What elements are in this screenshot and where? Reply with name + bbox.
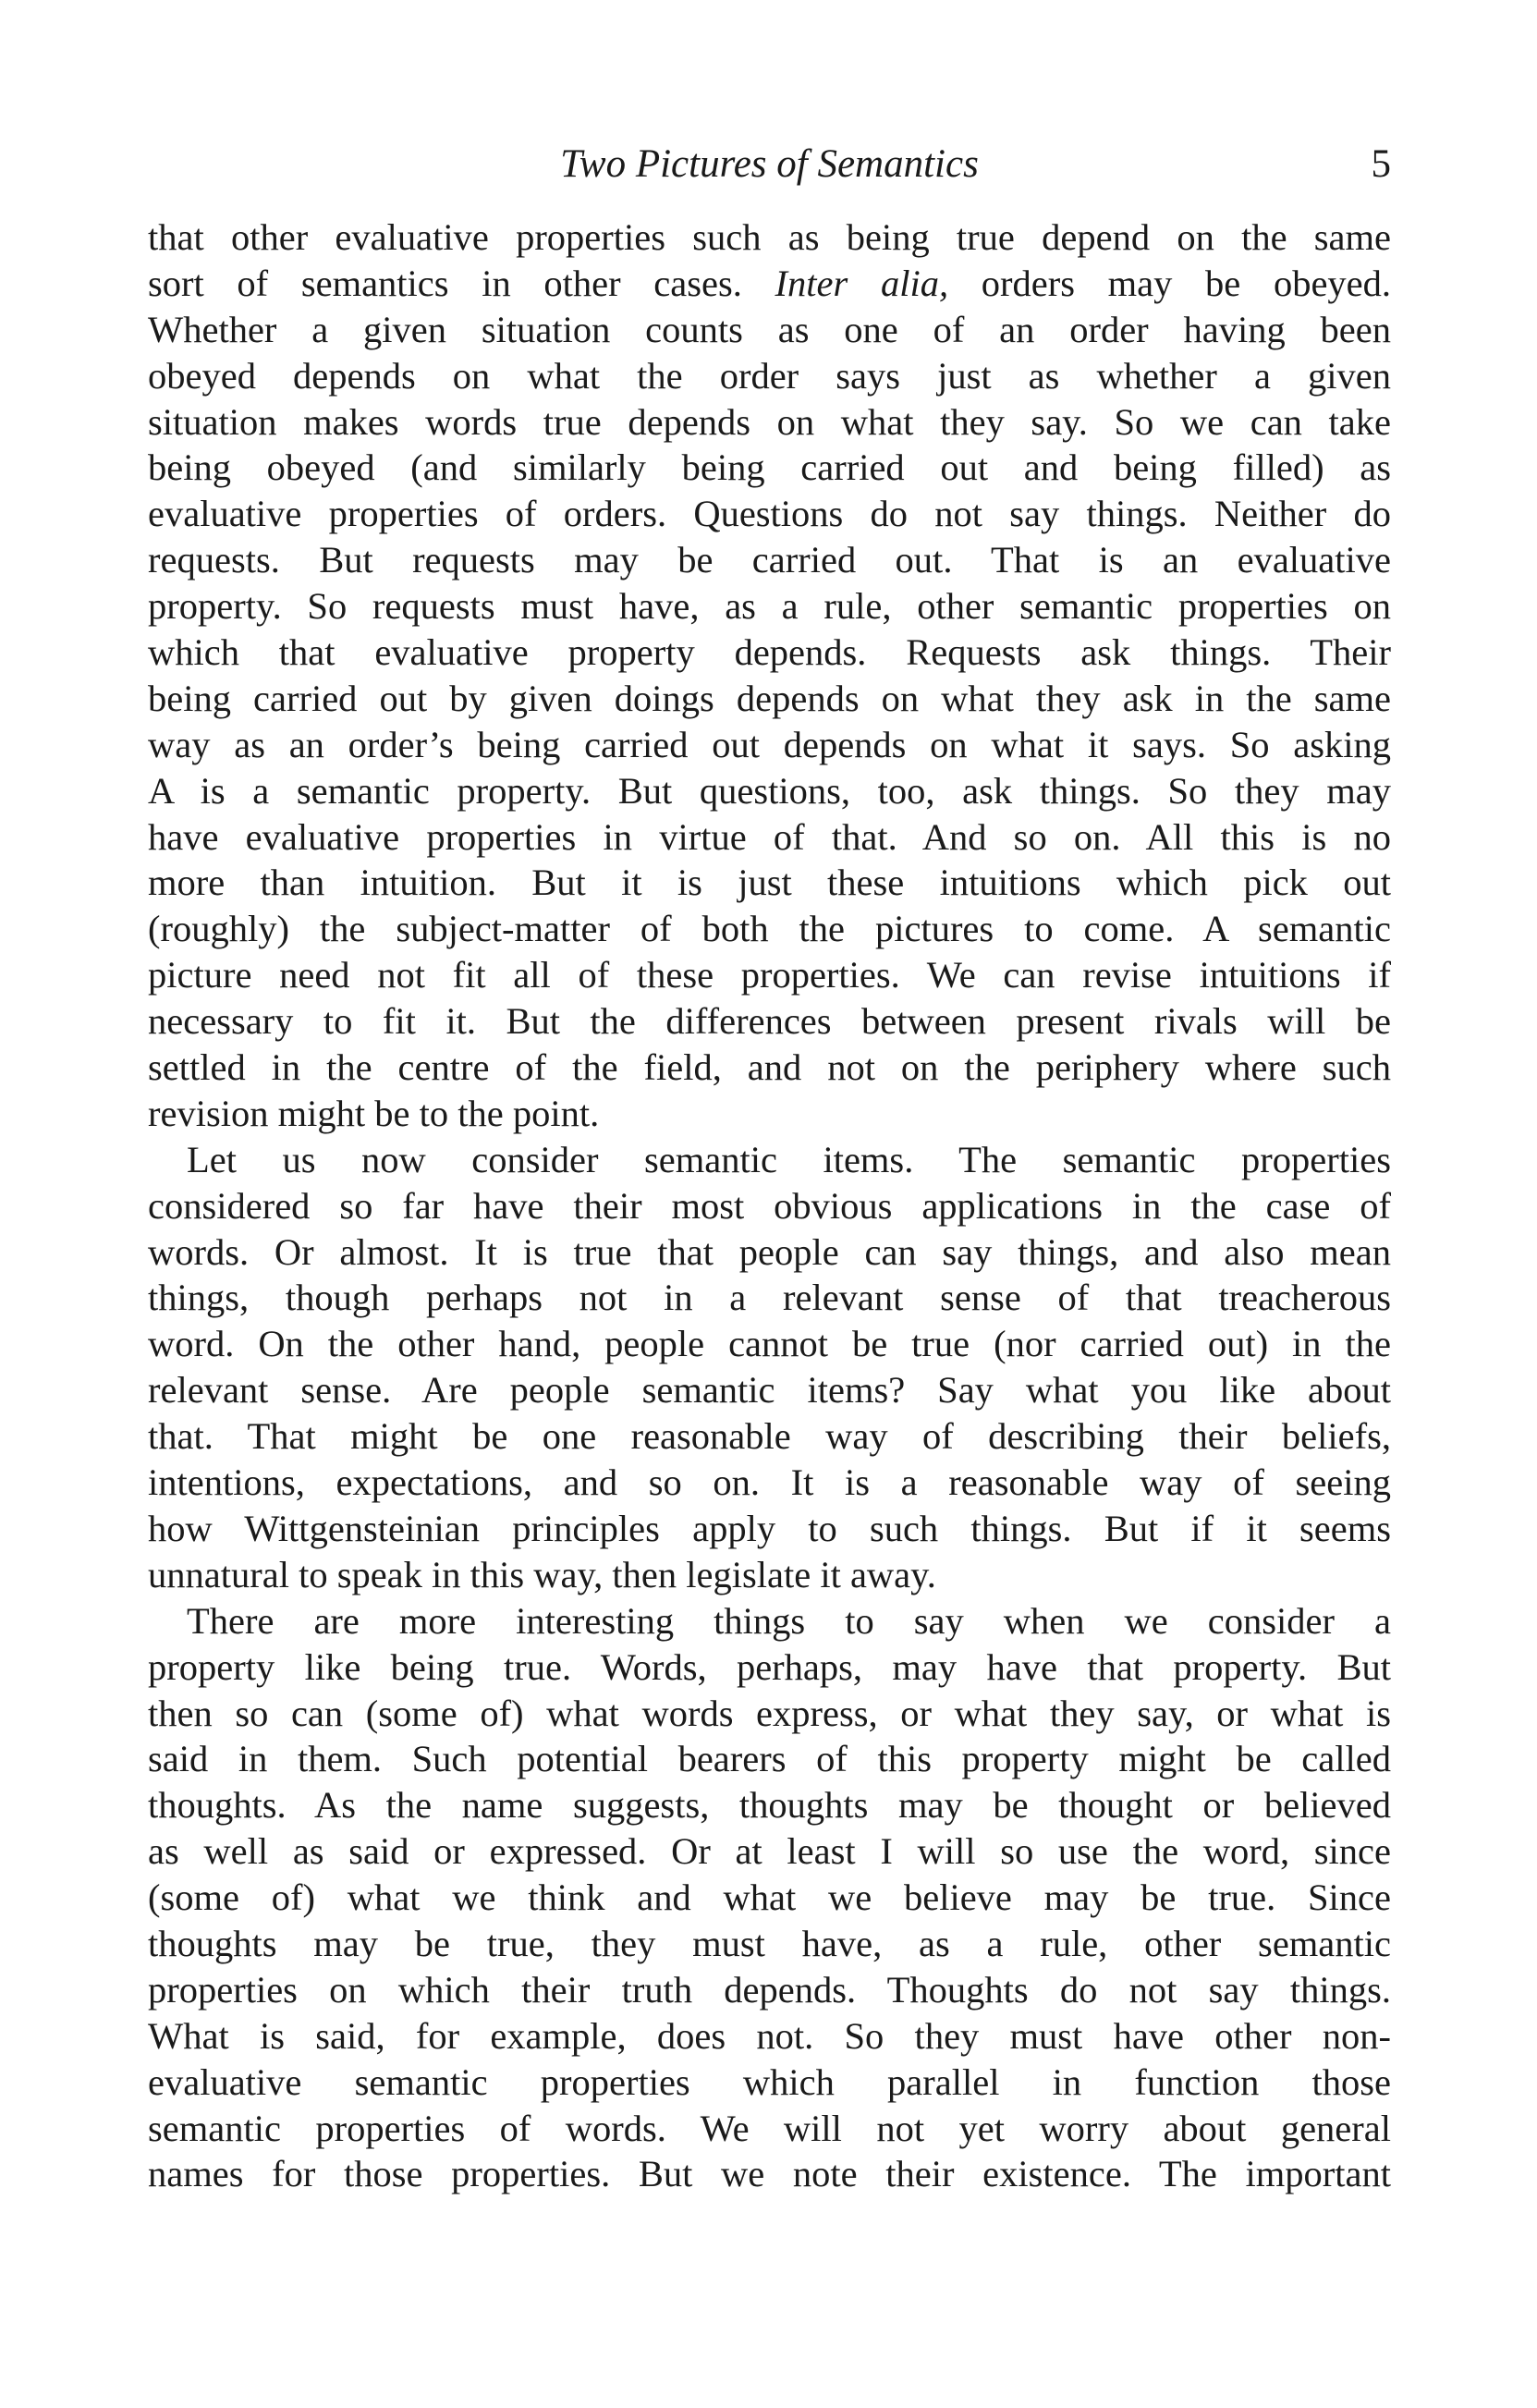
- text-line: Whether a given situation counts as one of an order having been: [148, 308, 1391, 350]
- text-line: being carried out by given doings depends on what they ask in the same: [148, 677, 1391, 719]
- text-line: being obeyed (and similarly being carried out and being filled) as: [148, 446, 1391, 489]
- text-line: names for those properties. But we note their existence. The important: [148, 2153, 1391, 2195]
- text-line: words. Or almost. It is true that people can say things, and also mean: [148, 1230, 1391, 1273]
- text-line: as well as said or expressed. Or at least I will so use the word, since: [148, 1830, 1391, 1873]
- text-line: thoughts. As the name suggests, thoughts may be thought or believed: [148, 1784, 1391, 1827]
- page-number: 5: [1371, 142, 1391, 186]
- text-line: [148, 261, 1391, 307]
- text-line: that other evaluative properties such as being true depend on the same: [148, 216, 1391, 258]
- text-line: necessary to fit it. But the differences between present rivals will be: [148, 1000, 1391, 1043]
- italic-phrase: Inter alia,: [775, 262, 949, 304]
- text-line: intentions, expectations, and so on. It is a reasonable way of seeing: [148, 1461, 1391, 1504]
- text-line: A is a semantic property. But questions, too, ask things. So they may: [148, 769, 1391, 812]
- text-line: that. That might be one reasonable way of describing their beliefs,: [148, 1415, 1391, 1458]
- text-line: picture need not fit all of these properties. We can revise intuitions if: [148, 954, 1391, 996]
- text-line: What is said, for example, does not. So they must have other non-: [148, 2014, 1391, 2057]
- text-line: property like being true. Words, perhaps, may have that property. But: [148, 1645, 1391, 1688]
- text-line: thoughts may be true, they must have, as a rule, other semantic: [148, 1922, 1391, 1964]
- text-line: relevant sense. Are people semantic items? Say what you like about: [148, 1369, 1391, 1412]
- text-line: property. So requests must have, as a rule, other semantic properties on: [148, 585, 1391, 628]
- text-line: evaluative properties of orders. Questions do not say things. Neither do: [148, 493, 1391, 535]
- text-line: requests. But requests may be carried out. That is an evaluative: [148, 539, 1391, 581]
- text-line: said in them. Such potential bearers of this property might be called: [148, 1738, 1391, 1780]
- text-line: semantic properties of words. We will not yet worry about general: [148, 2107, 1391, 2149]
- text-line: which that evaluative property depends. Requests ask things. Their: [148, 631, 1391, 674]
- text-line: more than intuition. But it is just these intuitions which pick out: [148, 862, 1391, 904]
- running-head: [148, 137, 1391, 192]
- text-line: way as an order’s being carried out depends on what it says. So asking: [148, 723, 1391, 765]
- text-line: then so can (some of) what words express, or what they say, or what is: [148, 1692, 1391, 1734]
- text-line: settled in the centre of the field, and not on the periphery where such: [148, 1046, 1391, 1089]
- text-line: how Wittgensteinian principles apply to such things. But if it seems: [148, 1507, 1391, 1549]
- text-line: considered so far have their most obvious applications in the case of: [148, 1184, 1391, 1227]
- text-line: revision might be to the point.: [148, 1092, 600, 1134]
- text-line: (roughly) the subject-matter of both the pictures to come. A semantic: [148, 908, 1391, 950]
- text-line: evaluative semantic properties which parallel in function those: [148, 2060, 1391, 2103]
- text-segment: orders may be obeyed.: [981, 262, 1392, 304]
- text-segment: sort of semantics in other cases.: [148, 262, 742, 304]
- running-title: Two Pictures of Semantics: [560, 142, 979, 186]
- body-text: [148, 214, 1391, 2197]
- text-line: word. On the other hand, people cannot be true (nor carried out) in the: [148, 1323, 1391, 1365]
- text-line: (some of) what we think and what we believe may be true. Since: [148, 1876, 1391, 1919]
- text-line: obeyed depends on what the order says just as whether a given: [148, 354, 1391, 397]
- text-line: There are more interesting things to say when we consider a: [187, 1599, 1391, 1642]
- text-line: properties on which their truth depends. Thoughts do not say things.: [148, 1968, 1391, 2011]
- text-line: things, though perhaps not in a relevant sense of that treacherous: [148, 1277, 1391, 1319]
- text-line: unnatural to speak in this way, then legislate it away.: [148, 1553, 936, 1595]
- text-line: Let us now consider semantic items. The semantic properties: [187, 1138, 1391, 1180]
- text-line: have evaluative properties in virtue of that. And so on. All this is no: [148, 815, 1391, 858]
- text-line: situation makes words true depends on what they say. So we can take: [148, 400, 1391, 443]
